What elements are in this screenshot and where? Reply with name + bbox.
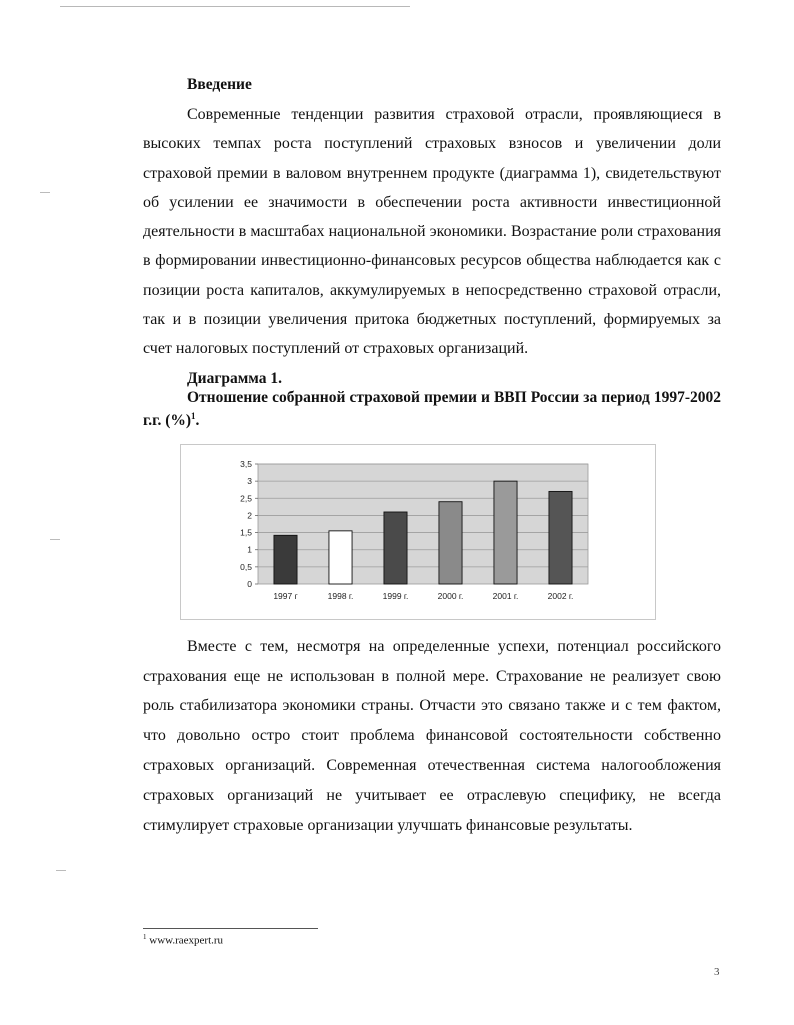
scan-mark: [56, 870, 66, 871]
y-tick-label: 1: [247, 544, 252, 555]
y-tick-label: 3,5: [240, 458, 252, 469]
bar-chart: [180, 444, 656, 620]
plot-area: [258, 464, 588, 584]
intro-paragraph: Современные тенденции развития страховой отрасли, проявляющиеся в высоких темпах роста поступлений страховых взносов и увеличении доли страховой премии в валовом внутреннем продукте (диаграмма 1), свидетельствуют об усилении ее значимости в обеспечении роста активности инвестиционной деятельности в масштабах национальной экономики. Возрастание роли страхования в формировании инвестиционно-финансовых ресурсов общества наблюдается как с позиции роста капиталов, аккумулируемых в непосредственно страховой отрасли, так и в позиции увеличения притока бюджетных поступлений, формируемых за счет налоговых поступлений от страховых организаций.: [143, 106, 721, 358]
diagram-caption: [143, 369, 721, 430]
x-tick-label: 1997 г: [273, 590, 298, 601]
y-tick-label: 2,5: [240, 493, 252, 504]
diagram-title: Отношение собранной страховой премии и ВВП России за период 1997-2002 г.г. (%): [143, 388, 721, 429]
y-tick-label: 0,5: [240, 561, 252, 572]
scan-mark: [40, 192, 50, 193]
chart-container: [180, 444, 656, 620]
y-tick-label: 0: [247, 578, 252, 589]
page-content: [143, 70, 721, 840]
bar: [494, 481, 517, 584]
x-tick-label: 2002 г.: [547, 590, 574, 601]
page-number: 3: [714, 966, 720, 978]
bar: [329, 531, 352, 584]
diagram-title-period: .: [195, 411, 200, 429]
x-tick-label: 1999 г.: [382, 590, 409, 601]
bar: [274, 535, 297, 584]
footnote-rule: [143, 928, 318, 929]
footnote: [143, 933, 223, 947]
section-heading: Введение: [187, 76, 252, 93]
scan-mark: [50, 539, 60, 540]
y-tick-label: 1,5: [240, 527, 252, 538]
x-tick-label: 1998 г.: [327, 590, 354, 601]
diagram-footnote-mark: 1: [191, 410, 196, 421]
diagram-title-line: [143, 388, 721, 430]
y-tick-label: 3: [247, 475, 252, 486]
y-tick-label: 2: [247, 510, 252, 521]
bar: [384, 512, 407, 584]
scan-edge-line: [60, 6, 410, 7]
footnote-link[interactable]: www.raexpert.ru: [149, 934, 224, 947]
diagram-label: Диаграмма 1.: [187, 369, 283, 387]
bar: [549, 491, 572, 584]
footnote-mark: 1: [143, 933, 147, 941]
body-paragraph: Вместе с тем, несмотря на определенные успехи, потенциал российского страхования еще не использован в полной мере. Страхование не реализует свою роль стабилизатора экономики страны. Отчасти это связано также и с тем фактом, что довольно остро стоит проблема финансовой состоятельности собственно страховых организаций. Современная отечественная система налогообложения страховых организаций не учитывает ее отраслевую специфику, не всегда стимулирует страховые организации улучшать финансовые результаты.: [143, 637, 721, 834]
x-tick-label: 2000 г.: [437, 590, 464, 601]
bar: [439, 502, 462, 584]
x-tick-label: 2001 г.: [492, 590, 519, 601]
